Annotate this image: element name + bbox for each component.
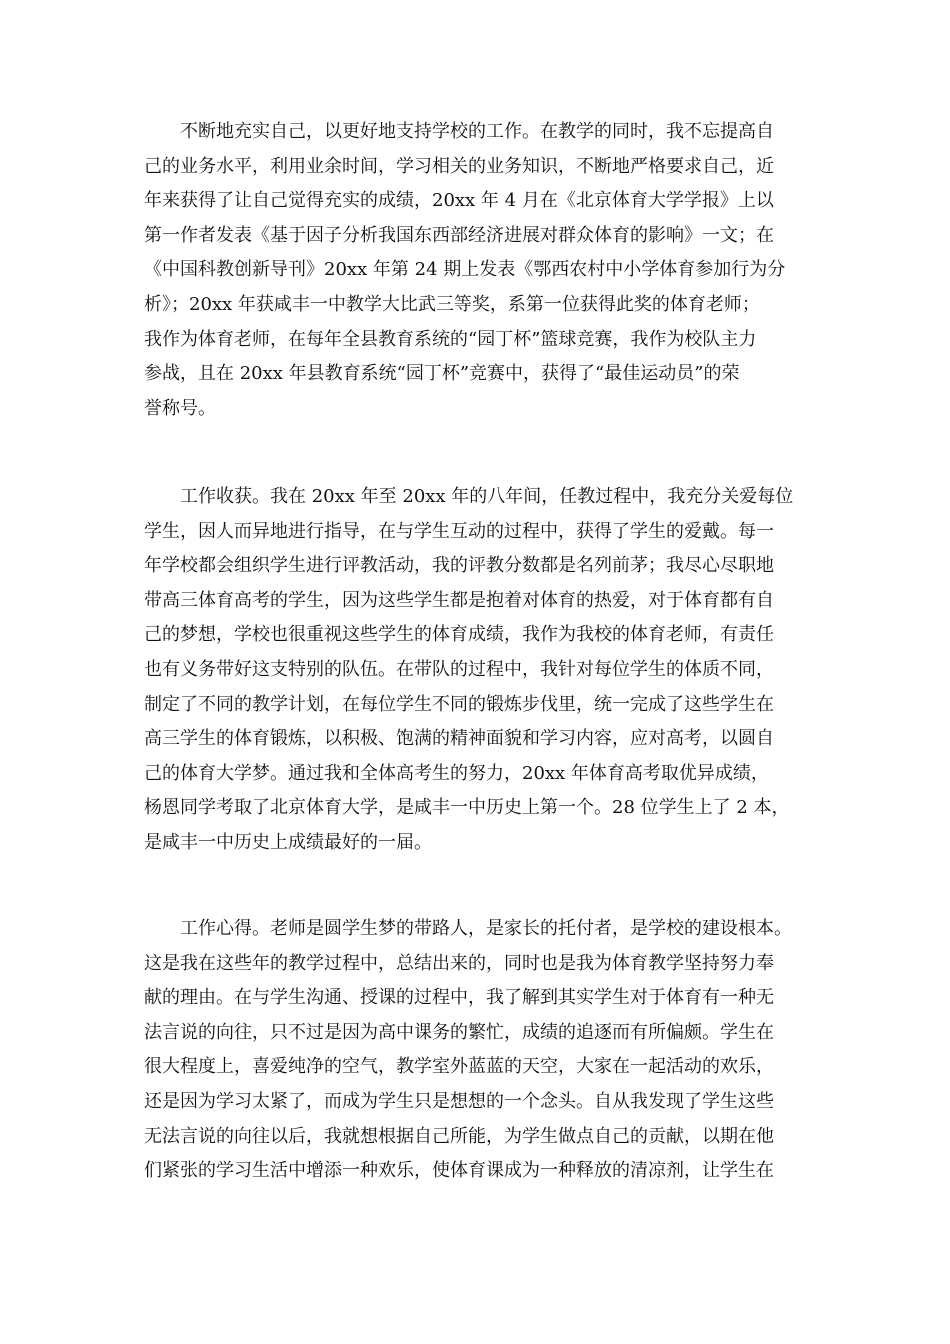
text-line: 年学校都会组织学生进行评教活动，我的评教分数都是名列前茅；我尽心尽职地 xyxy=(144,555,774,577)
text-line: 己的业务水平，利用业余时间，学习相关的业务知识，不断地严格要求自己，近 xyxy=(144,155,774,177)
text-line: 不断地充实自己，以更好地支持学校的工作。在教学的同时，我不忘提高自 xyxy=(180,121,774,142)
text-line: 是咸丰一中历史上成绩最好的一届。 xyxy=(144,831,432,853)
text-line: 这是我在这些年的教学过程中，总结出来的，同时也是我为体育教学坚持努力奉 xyxy=(144,952,774,974)
text-line: 法言说的向往，只不过是因为高中课务的繁忙，成绩的追逐而有所偏颇。学生在 xyxy=(144,1021,774,1043)
paragraph-work-insights xyxy=(144,912,834,1189)
text-line: 还是因为学习太紧了，而成为学生只是想想的一个念头。自从我发现了学生这些 xyxy=(144,1090,774,1112)
text-line: 己的体育大学梦。通过我和全体高考生的努力，20xx 年体育高考取优异成绩， xyxy=(144,762,769,784)
text-line: 己的梦想，学校也很重视这些学生的体育成绩，我作为我校的体育老师，有责任 xyxy=(144,624,774,646)
paragraph-achievements xyxy=(144,115,834,426)
text-line: 献的理由。在与学生沟通、授课的过程中，我了解到其实学生对于体育有一种无 xyxy=(144,987,774,1009)
text-line: 们紧张的学习生活中增添一种欢乐，使体育课成为一种释放的清凉剂，让学生在 xyxy=(144,1160,774,1182)
text-line: 参战，且在 20xx 年县教育系统“园丁杯”竞赛中，获得了“最佳运动员”的荣 xyxy=(144,363,740,385)
text-line: 学生，因人而异地进行指导，在与学生互动的过程中，获得了学生的爱戴。每一 xyxy=(144,520,774,542)
text-line: 誉称号。 xyxy=(144,397,216,419)
text-line: 年来获得了让自己觉得充实的成绩，20xx 年 4 月在《北京体育大学学报》上以 xyxy=(144,190,774,212)
text-line: 第一作者发表《基于因子分析我国东西部经济进展对群众体育的影响》一文；在 xyxy=(144,224,774,246)
text-line: 杨恩同学考取了北京体育大学，是咸丰一中历史上第一个。28 位学生上了 2 本， xyxy=(144,797,790,819)
text-line: 我作为体育老师，在每年全县教育系统的“园丁杯”篮球竞赛，我作为校队主力 xyxy=(144,328,757,350)
text-line: 无法言说的向往以后，我就想根据自己所能，为学生做点自己的贡献，以期在他 xyxy=(144,1125,774,1147)
text-line: 高三学生的体育锻炼，以积极、饱满的精神面貌和学习内容，应对高考，以圆自 xyxy=(144,728,774,750)
text-line: 也有义务带好这支特别的队伍。在带队的过程中，我针对每位学生的体质不同， xyxy=(144,658,774,680)
text-line: 很大程度上，喜爱纯净的空气，教学室外蓝蓝的天空，大家在一起活动的欢乐， xyxy=(144,1056,774,1078)
text-line: 析》；20xx 年获咸丰一中教学大比武三等奖，系第一位获得此奖的体育老师； xyxy=(144,293,760,315)
text-line: 带高三体育高考的学生，因为这些学生都是抱着对体育的热爱，对于体育都有自 xyxy=(144,589,774,611)
text-line: 工作心得。老师是圆学生梦的带路人，是家长的托付者，是学校的建设根本。 xyxy=(180,918,792,939)
paragraph-work-harvest xyxy=(144,480,834,861)
text-line: 《中国科教创新导刊》20xx 年第 24 期上发表《鄂西农村中小学体育参加行为分 xyxy=(144,259,786,281)
text-line: 制定了不同的教学计划，在每位学生不同的锻炼步伐里，统一完成了这些学生在 xyxy=(144,693,774,715)
text-line: 工作收获。我在 20xx 年至 20xx 年的八年间，任教过程中，我充分关爱每位 xyxy=(180,486,794,507)
